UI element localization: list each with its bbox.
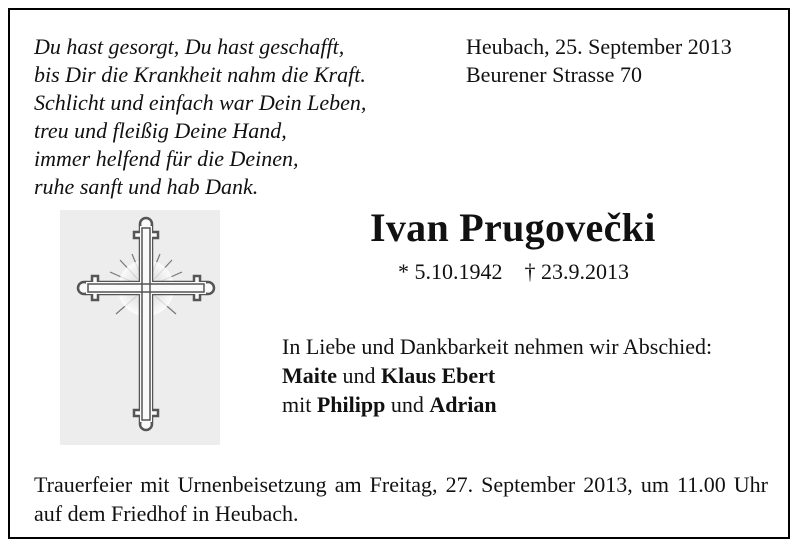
poem (34, 33, 366, 201)
conjunction: mit (282, 392, 312, 417)
poem-line: Schlicht und einfach war Dein Leben, (34, 90, 367, 115)
poem-line: Du hast gesorgt, Du hast geschafft, (34, 34, 345, 59)
poem-line: bis Dir die Krankheit nahm die Kraft. (34, 62, 366, 87)
farewell-block (282, 332, 712, 419)
conjunction: und (390, 392, 424, 417)
mourner-name: Philipp (316, 392, 386, 417)
poem-line: ruhe sanft und hab Dank. (34, 174, 259, 199)
address: Beurener Strasse 70 (466, 62, 642, 87)
poem-line: treu und fleißig Deine Hand, (34, 118, 287, 143)
death-date: † 23.9.2013 (524, 259, 629, 284)
poem-line: immer helfend für die Deinen, (34, 146, 299, 171)
mourners-line-2 (282, 390, 712, 419)
mourner-name: Klaus Ebert (380, 363, 496, 388)
farewell-intro: In Liebe und Dankbarkeit nehmen wir Abschied: (282, 334, 713, 359)
mourner-name: Maite (282, 363, 337, 388)
deceased-name: Ivan Prugovečki (370, 205, 656, 250)
birth-date: * 5.10.1942 (398, 259, 503, 284)
life-dates (398, 259, 629, 285)
ornamental-cross-icon (60, 210, 220, 445)
funeral-notice: Trauerfeier mit Urnenbeisetzung am Freitag, 27. September 2013, um 11.00 Uhr auf dem Friedhof in Heubach. (34, 472, 768, 526)
conjunction: und (342, 363, 376, 388)
mourners-line-1 (282, 361, 712, 390)
place-block (466, 33, 732, 89)
mourner-name: Adrian (429, 392, 497, 417)
place-date: Heubach, 25. September 2013 (466, 34, 732, 59)
